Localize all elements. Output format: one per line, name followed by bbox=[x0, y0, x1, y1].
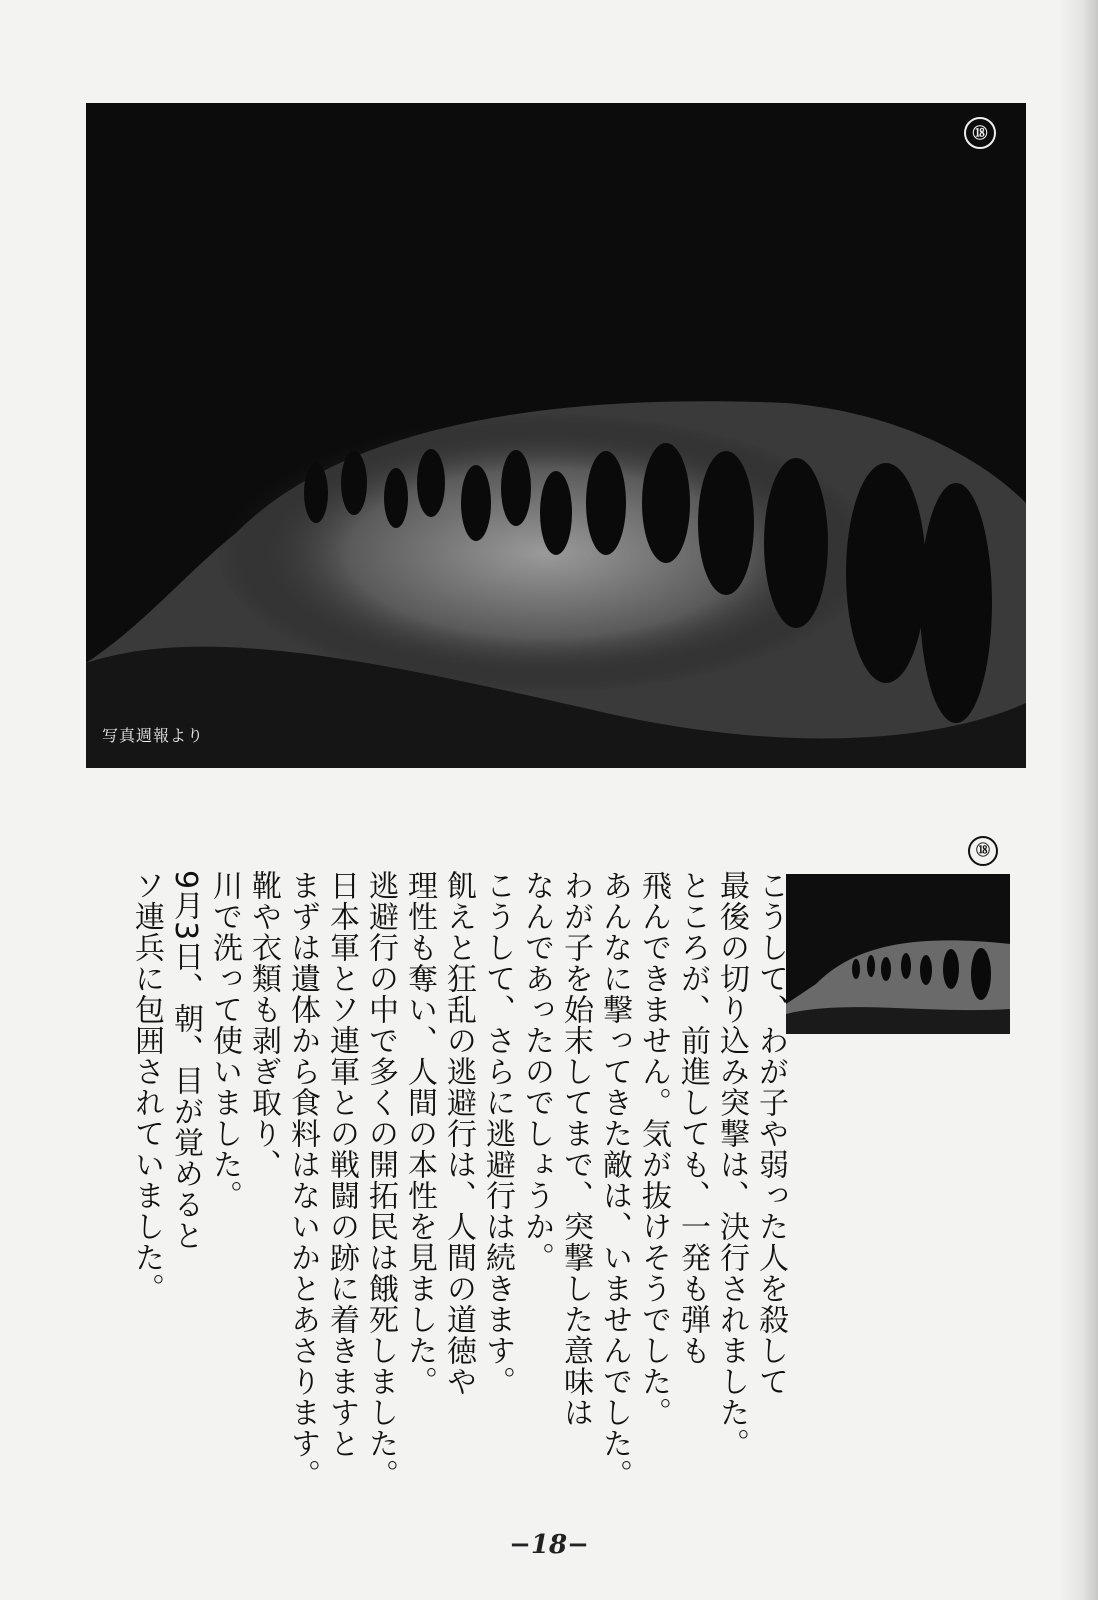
body-text-line: わが子を始末してまで、突撃した意味は bbox=[558, 870, 593, 1428]
body-text-line: 理性も奪い、人間の本性を見ました。 bbox=[402, 870, 437, 1397]
photo-number-badge: ⑱ bbox=[964, 117, 996, 149]
body-text-line: 飢えと狂乱の逃避行は、人間の道徳や bbox=[441, 870, 476, 1397]
body-text-line: ソ連兵に包囲されていました。 bbox=[129, 870, 164, 1304]
body-text-line: 日本軍とソ連軍との戦闘の跡に着きますと bbox=[324, 870, 359, 1459]
body-text-line: 最後の切り込み突撃は、決行されました。 bbox=[714, 870, 749, 1459]
body-text-line: まずは遺体から食料はないかとあさります。 bbox=[285, 870, 320, 1490]
vertical-body-text bbox=[129, 870, 790, 1490]
main-photo-image bbox=[86, 103, 1026, 768]
page-number: −18− bbox=[509, 1530, 589, 1560]
body-text-line: 川で洗って使いました。 bbox=[207, 870, 242, 1211]
thumbnail-photo bbox=[786, 874, 1010, 1034]
body-text-line: 逃避行の中で多くの開拓民は餓死しました。 bbox=[363, 870, 398, 1490]
body-text-line: 9月3日、朝、目が覚めると bbox=[168, 870, 203, 1252]
page-edge-shadow bbox=[1058, 0, 1098, 1600]
body-text-line: なんであったのでしょうか。 bbox=[519, 870, 554, 1273]
body-text-line: こうして、さらに逃避行は続きます。 bbox=[480, 870, 515, 1397]
thumbnail-photo-image bbox=[786, 874, 1010, 1034]
photo-credit: 写真週報より bbox=[102, 726, 205, 745]
thumb-number-badge: ⑱ bbox=[968, 836, 998, 866]
body-text-line: 飛んできません。気が抜けそうでした。 bbox=[636, 870, 671, 1428]
body-text-line: ところが、前進しても、一発も弾も bbox=[675, 870, 710, 1366]
body-text-line: あんなに撃ってきた敵は、いませんでした。 bbox=[597, 870, 632, 1490]
body-text-line: こうして、わが子や弱った人を殺して bbox=[753, 870, 788, 1397]
body-text-line: 靴や衣類も剥ぎ取り、 bbox=[246, 870, 281, 1180]
main-photo bbox=[86, 103, 1026, 768]
